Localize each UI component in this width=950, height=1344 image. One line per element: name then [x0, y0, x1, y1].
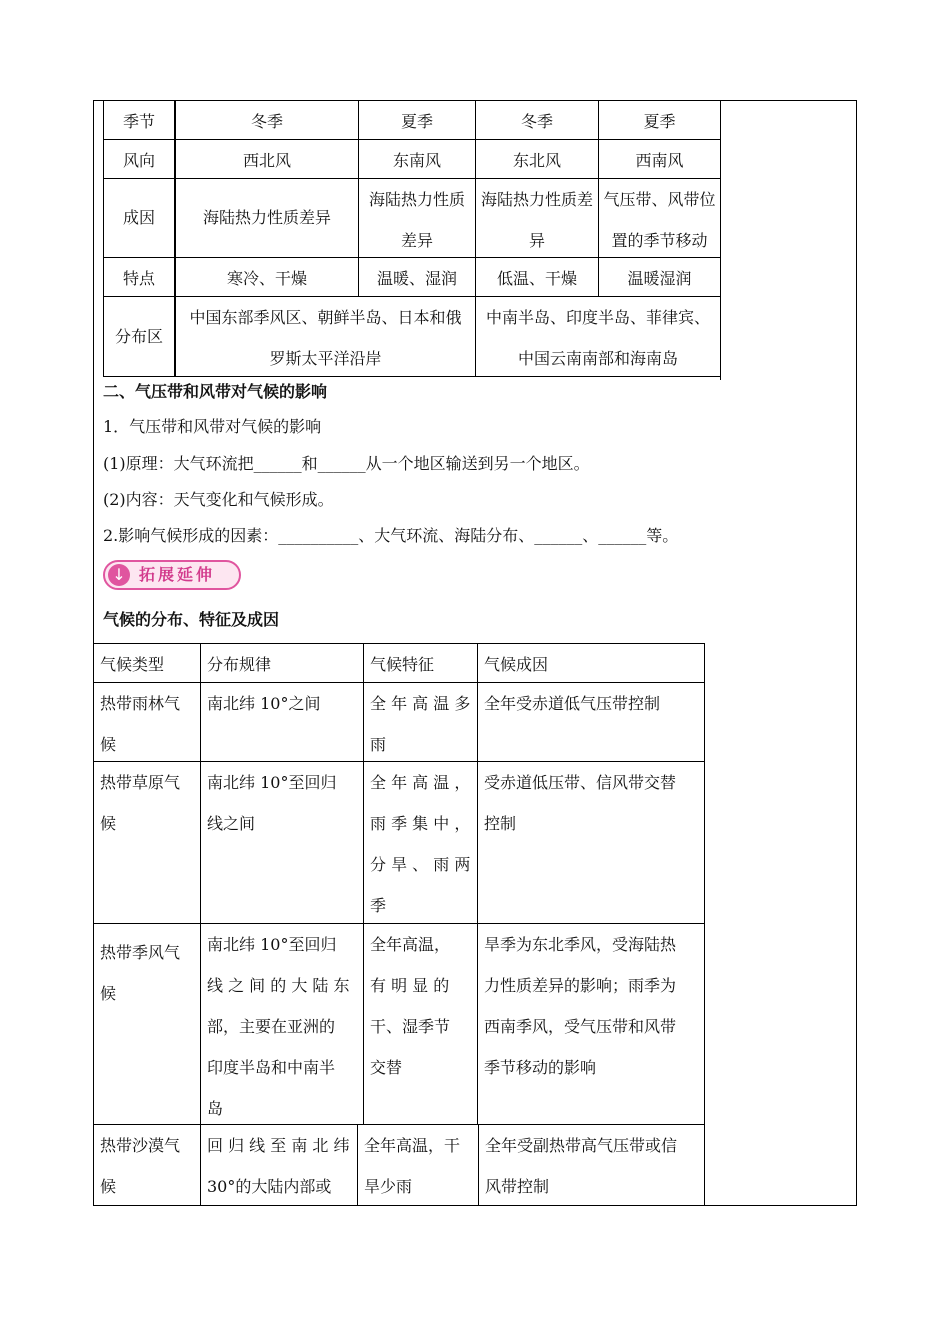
table-cell: 冬季 [475, 100, 599, 140]
cell-line: 中国云南南部和海南岛 [517, 349, 678, 368]
cell-line: 交替 [370, 1058, 403, 1077]
cell-line: 全 年 高 温 ， [370, 773, 471, 792]
cell-line: 全年高温， [370, 935, 451, 954]
cell-line: 热带草原气 [100, 773, 181, 792]
cell-line: 气压带、风带位 [603, 190, 716, 209]
table-cell [200, 682, 364, 762]
cell-line: 线 之 间 的 大 陆 东 [207, 976, 350, 995]
cell-line: 有 明 显 的 [370, 976, 450, 995]
cell-line: 中国东部季风区、朝鲜半岛、日本和俄 [189, 308, 462, 327]
cell-line: 季 [370, 896, 387, 915]
table-cell: 分布区 [103, 296, 175, 377]
table-cell [475, 178, 599, 258]
paragraph: (1)原理：大气环流把______和______从一个地区输送到另一个地区。 [103, 454, 590, 473]
cell-line: 南北纬 10°至回归 [207, 773, 337, 792]
table-cell: 东南风 [358, 139, 476, 179]
table-cell: 低温、干燥 [475, 257, 599, 297]
cell-line: 异 [528, 231, 545, 250]
table-cell: 冬季 [175, 100, 359, 140]
badge-label: 拓展延伸 [139, 565, 216, 584]
table-cell: 西南风 [598, 139, 721, 179]
table-header: 气候类型 [93, 643, 201, 683]
cell-line: 全 年 高 温 多 [370, 694, 471, 713]
table-cell: 海陆热力性质差异 [175, 178, 359, 258]
down-arrow-icon: ↓ [108, 564, 130, 586]
cell-line: 海陆热力性质 [368, 190, 465, 209]
cell-line: 候 [100, 735, 117, 754]
table-cell: 寒冷、干燥 [175, 257, 359, 297]
table-cell [598, 178, 721, 258]
table-cell [93, 923, 201, 1125]
table-cell [478, 1124, 705, 1206]
table-cell: 夏季 [358, 100, 476, 140]
cell-line: 热带季风气 [100, 943, 181, 962]
table-header: 分布规律 [200, 643, 364, 683]
table-cell: 温暖、湿润 [358, 257, 476, 297]
cell-line: 差异 [400, 231, 433, 250]
table-header: 气候成因 [477, 643, 705, 683]
cell-line: 印度半岛和中南半 [207, 1058, 336, 1077]
cell-line: 风带控制 [485, 1177, 550, 1196]
cell-line: 线之间 [207, 814, 256, 833]
cell-line: 全年受副热带高气压带或信 [485, 1136, 678, 1155]
climate-heading: 气候的分布、特征及成因 [103, 610, 280, 629]
cell-line: 海陆热力性质差 [480, 190, 593, 209]
cell-line: 季节移动的影响 [484, 1058, 597, 1077]
cell-line: 部，主要在亚洲的 [207, 1017, 336, 1036]
table-cell: 夏季 [598, 100, 721, 140]
cell-line: 罗斯太平洋沿岸 [269, 349, 382, 368]
cell-line: 受赤道低压带、信风带交替 [484, 773, 677, 792]
cell-line: 南北纬 10°之间 [207, 694, 321, 713]
table-cell [475, 296, 721, 377]
table-cell [93, 761, 201, 924]
paragraph: 2.影响气候形成的因素：__________、大气环流、海陆分布、______、______等。 [103, 526, 679, 545]
paragraph: (2)内容：天气变化和气候形成。 [103, 490, 334, 509]
cell-line: 置的季节移动 [611, 231, 708, 250]
cell-line: 热带雨林气 [100, 694, 181, 713]
extension-badge [103, 560, 241, 590]
cell-line: 干、湿季节 [370, 1017, 451, 1036]
table-cell [357, 1124, 479, 1206]
cell-line: 旱少雨 [364, 1177, 413, 1196]
table-cell: 东北风 [475, 139, 599, 179]
table-cell: 风向 [103, 139, 175, 179]
cell-line: 旱季为东北季风，受海陆热 [484, 935, 677, 954]
cell-line: 雨 季 集 中 ， [370, 814, 471, 833]
table-cell: 成因 [103, 178, 175, 258]
table-cell: 温暖湿润 [598, 257, 721, 297]
cell-line: 回 归 线 至 南 北 纬 [207, 1136, 350, 1155]
cell-line: 全年高温，干 [364, 1136, 461, 1155]
cell-line: 西南季风，受气压带和风带 [484, 1017, 677, 1036]
table-cell [200, 761, 364, 924]
table-cell [93, 1124, 201, 1206]
cell-line: 候 [100, 1177, 117, 1196]
table-cell: 季节 [103, 100, 175, 140]
cell-line: 候 [100, 984, 117, 1003]
table-header: 气候特征 [363, 643, 478, 683]
table-cell [477, 923, 705, 1125]
table-cell [93, 682, 201, 762]
table-cell [363, 761, 478, 924]
cell-line: 中南半岛、印度半岛、菲律宾、 [485, 308, 710, 327]
table-cell [477, 761, 705, 924]
table-cell [175, 296, 476, 377]
table-cell: 西北风 [175, 139, 359, 179]
table-cell [358, 178, 476, 258]
cell-line: 候 [100, 814, 117, 833]
table-cell [363, 682, 478, 762]
cell-line: 控制 [484, 814, 517, 833]
table-cell [200, 1124, 358, 1206]
cell-line: 岛 [207, 1099, 224, 1118]
cell-line: 分 旱 、 雨 两 [370, 855, 471, 874]
cell-line: 力性质差异的影响；雨季为 [484, 976, 677, 995]
table-cell: 特点 [103, 257, 175, 297]
cell-line: 南北纬 10°至回归 [207, 935, 337, 954]
cell-line: 雨 [370, 735, 387, 754]
cell-line: 30°的大陆内部或 [207, 1177, 332, 1196]
cell-line: 热带沙漠气 [100, 1136, 181, 1155]
table-cell [363, 923, 478, 1125]
paragraph: 1．气压带和风带对气候的影响 [103, 417, 322, 436]
table-cell [200, 923, 364, 1125]
cell-line: 全年受赤道低气压带控制 [484, 694, 661, 713]
table-cell [477, 682, 705, 762]
section-heading: 二、气压带和风带对气候的影响 [103, 382, 328, 401]
